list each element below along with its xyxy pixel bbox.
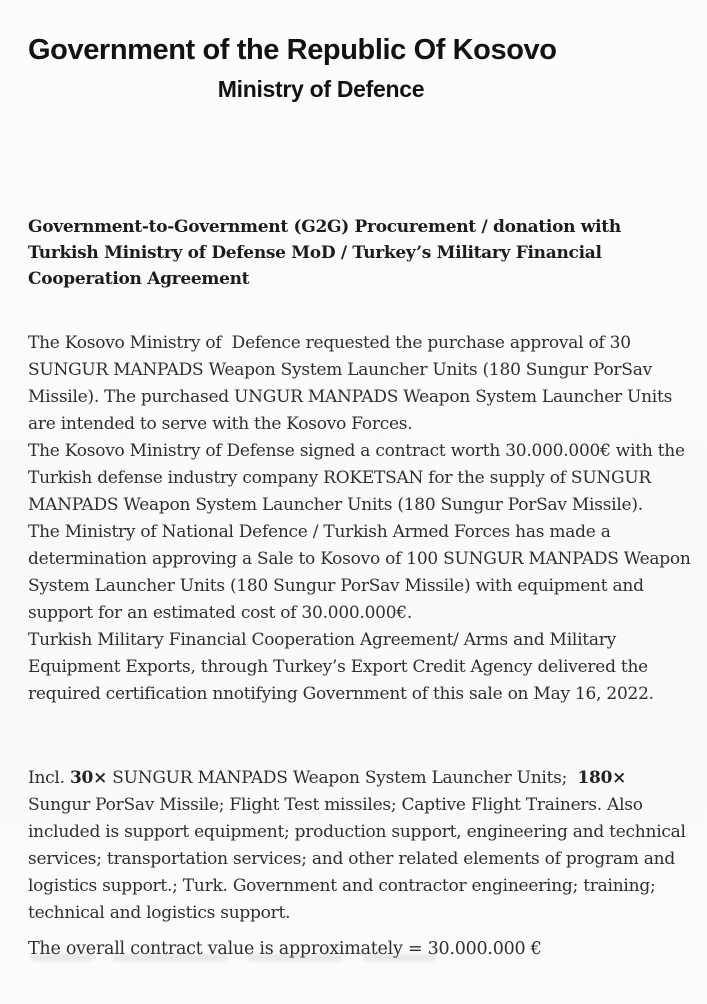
inclusions-quantity-launchers: 30× xyxy=(69,768,108,788)
paragraph-contract-roketsan: The Kosovo Ministry of Defense signed a contract worth 30.000.000€ with the Turkish defense industry company ROKETSAN for the supply of SUNGUR MANPADS Weapon System Launcher Units (180 Sungur PorSav Missile). xyxy=(28,441,690,515)
document-header xyxy=(28,33,614,103)
document-body xyxy=(28,214,696,981)
inclusions-mid-text: SUNGUR MANPADS Weapon System Launcher Units; xyxy=(107,768,578,788)
page-title: Government of the Republic Of Kosovo xyxy=(28,34,557,66)
paragraph-purchase-approval: The Kosovo Ministry of Defence requested the purchase approval of 30 SUNGUR MANPADS Weapon System Launcher Units (180 Sungur PorSav Missile). The purchased UNGUR MANPADS Weapon System Launcher Units are intended to serve with the Kosovo Forces. xyxy=(28,333,678,434)
section-heading-g2g-procurement: Government-to-Government (G2G) Procurement / donation with Turkish Ministry of Defense MoD / Turkey’s Military Financial Cooperation Agreement xyxy=(28,217,627,289)
page-subtitle: Ministry of Defence xyxy=(217,76,425,102)
contract-total-value-line: The overall contract value is approximately = 30.000.000 € xyxy=(28,939,542,959)
inclusions-quantity-missiles: 180× xyxy=(577,768,627,788)
paragraph-certification-notice: Turkish Military Financial Cooperation Agreement/ Arms and Military Equipment Exports, through Turkey’s Export Credit Agency delivered the required certification nnotifying Government of this sale on May 16, 2022. xyxy=(28,630,654,704)
paragraph-sale-determination: The Ministry of National Defence / Turkish Armed Forces has made a determination approving a Sale to Kosovo of 100 SUNGUR MANPADS Weapon System Launcher Units (180 Sungur PorSav Missile) with equipment and support for an estimated cost of 30.000.000€. xyxy=(28,522,696,623)
inclusions-prefix: Incl. xyxy=(28,768,70,788)
paragraph-inclusions xyxy=(28,765,691,927)
inclusions-suffix-text: Sungur PorSav Missile; Flight Test missiles; Captive Flight Trainers. Also included is support equipment; production support, engineering and technical services; transportation services; and other related elements of program and logistics support.; Turk. Government and contractor engineering; training; technical and logistics support. xyxy=(28,768,691,923)
faded-cutoff-text-artifact xyxy=(30,954,550,961)
